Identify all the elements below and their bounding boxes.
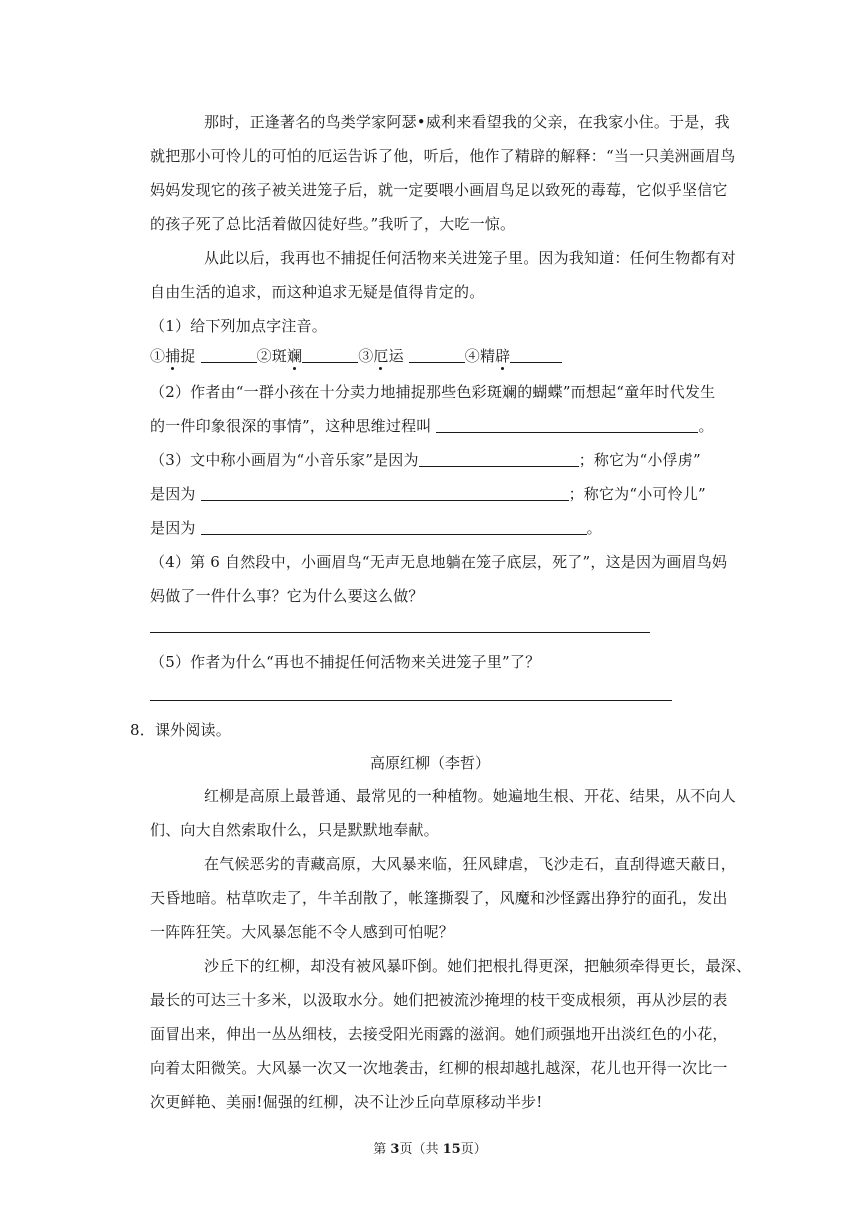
reading-p2-line1: 在气候恶劣的青藏高原，大风暴来临，狂风肆虐，飞沙走石，直刮得遮天蔽日， <box>204 855 737 873</box>
question-3-line2: 是因为 ；称它为“小可怜儿” <box>150 485 706 503</box>
passage-p1-line1: 那时，正逢著名的鸟类学家阿瑟•威利来看望我的父亲，在我家小住。于是，我 <box>204 113 730 131</box>
q3-blank-2[interactable] <box>201 486 569 501</box>
q4-answer-line[interactable] <box>150 632 650 633</box>
question-4-line1: （4）第 6 自然段中，小画眉鸟“无声无息地躺在笼子底层，死了”，这是因为画眉鸟妈 <box>150 553 728 571</box>
q1-item-1: ①捕捉 <box>150 347 196 365</box>
q3-blank-3[interactable] <box>201 520 587 535</box>
q3-blank-1[interactable] <box>419 452 579 467</box>
reading-p3-line4: 向着太阳微笑。大风暴一次又一次地袭击，红柳的根却越扎越深，花儿也开得一次比一 <box>150 1059 728 1077</box>
reading-p2-line2: 天昏地暗。枯草吹走了，牛羊刮散了，帐篷撕裂了，风魔和沙怪露出狰狞的面孔，发出 <box>150 889 728 907</box>
question-4-line2: 妈做了一件什么事？它为什么要这么做？ <box>150 587 424 605</box>
q1-blank-1[interactable] <box>201 348 257 363</box>
question-1-items <box>150 346 562 366</box>
reading-p3-line5: 次更鲜艳、美丽!倔强的红柳，决不让沙丘向草原移动半步! <box>150 1093 543 1111</box>
q5-answer-line[interactable] <box>150 700 672 701</box>
passage-p2-line2: 自由生活的追求，而这种追求无疑是值得肯定的。 <box>150 283 485 301</box>
page-footer: 第 3页（共 15页） <box>373 1142 487 1157</box>
reading-p3-line3: 面冒出来，伸出一丛丛细枝，去接受阳光雨露的滋润。她们顽强地开出淡红色的小花， <box>150 1025 728 1043</box>
reading-p1-line1: 红柳是高原上最普通、最常见的一种植物。她遍地生根、开花、结果，从不向人 <box>204 787 737 805</box>
passage-p1-line4: 的孩子死了总比活着做囚徒好些。”我听了，大吃一惊。 <box>150 215 516 233</box>
passage-p1-line2: 就把那小可怜儿的可怕的厄运告诉了他，听后，他作了精辟的解释：“当一只美洲画眉鸟 <box>150 147 736 165</box>
q1-item-3: ③厄运 <box>358 347 404 365</box>
question-1: （1）给下列加点字注音。 <box>150 317 327 335</box>
passage-p1-line3: 妈妈发现它的孩子被关进笼子后，就一定要喂小画眉鸟足以致死的毒莓，它似乎坚信它 <box>150 181 728 199</box>
page-number: 3 <box>390 1142 400 1157</box>
question-3-line3: 是因为 。 <box>150 519 602 537</box>
question-2-line1: （2）作者由“一群小孩在十分卖力地捕捉那些色彩斑斓的蝴蝶”而想起“童年时代发生 <box>150 383 716 401</box>
page-total: 15 <box>442 1142 461 1157</box>
passage-p2-line1: 从此以后，我再也不捕捉任何活物来关进笼子里。因为我知道：任何生物都有对 <box>204 249 737 267</box>
question-3-line1: （3）文中称小画眉为“小音乐家”是因为 ；称它为“小俘虏” <box>150 451 701 469</box>
q1-blank-3[interactable] <box>409 348 465 363</box>
reading-p2-line3: 一阵阵狂笑。大风暴怎能不令人感到可怕呢？ <box>150 923 455 941</box>
reading-p3-line1: 沙丘下的红柳，却没有被风暴吓倒。她们把根扎得更深，把触须牵得更长，最深、 <box>204 957 752 975</box>
q2-answer-blank[interactable] <box>436 418 698 433</box>
question-2-line2: 的一件印象很深的事情”，这种思维过程叫 。 <box>150 417 714 435</box>
q1-item-2: ②斑斓 <box>256 347 303 365</box>
question-5: （5）作者为什么“再也不捕捉任何活物来关进笼子里”了？ <box>150 653 541 671</box>
reading-p3-line2: 最长的可达三十多米，以汲取水分。她们把被流沙掩埋的枝干变成根须，再从沙层的表 <box>150 991 728 1009</box>
reading-title: 高原红柳（李哲） <box>369 754 490 772</box>
q1-blank-4[interactable] <box>510 348 562 363</box>
section-8-label: 8．课外阅读。 <box>130 721 231 739</box>
q1-blank-2[interactable] <box>302 348 358 363</box>
reading-p1-line2: 们、向大自然索取什么，只是默默地奉献。 <box>150 821 439 839</box>
q1-item-4: ④精辟 <box>464 347 511 365</box>
